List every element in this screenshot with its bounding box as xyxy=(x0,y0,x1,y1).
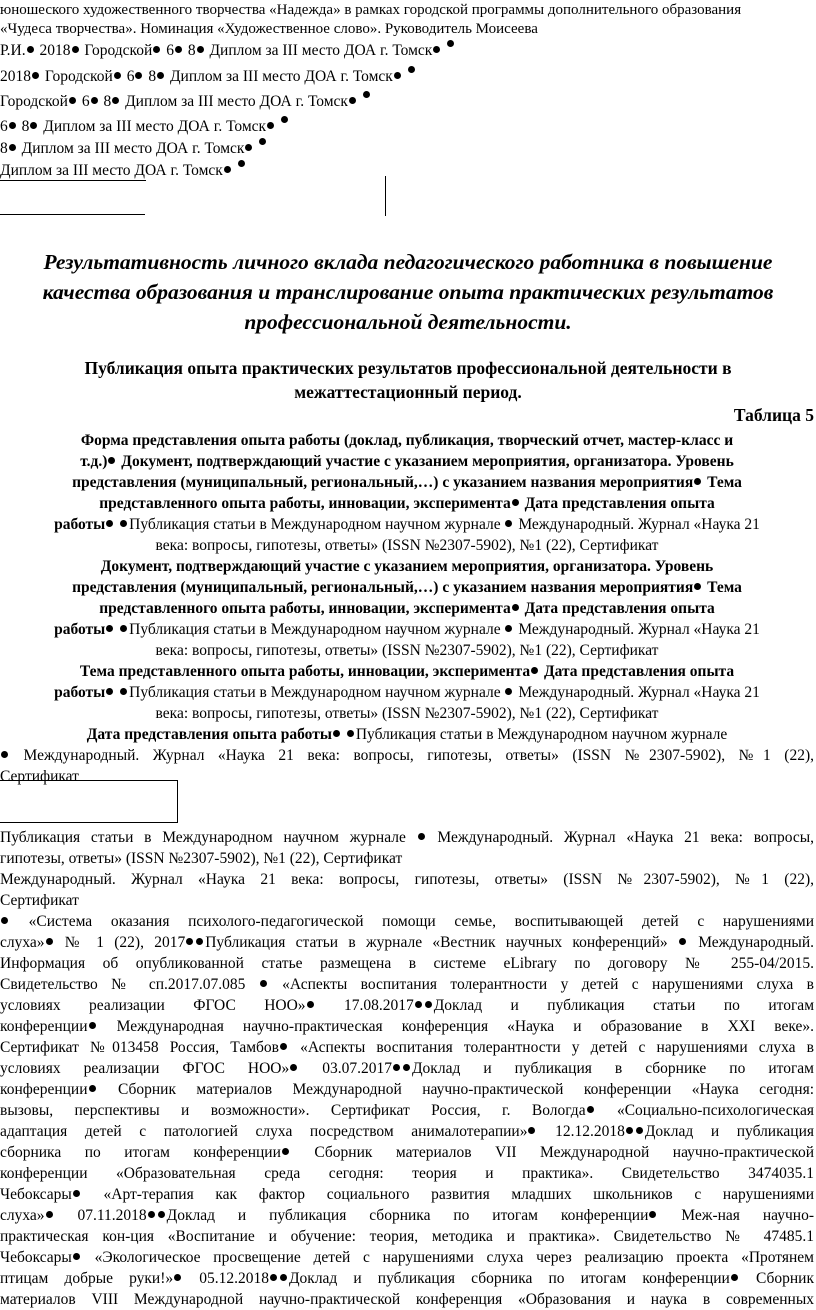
bullet-icon xyxy=(394,72,401,79)
table-row-line: работы Публикация статьи в Международном научном журнале Международный. Журнал «Наука 21 xyxy=(54,684,760,701)
bullet-icon xyxy=(112,97,119,104)
award-row-5: 8 Диплом за III место ДОА г. Томск xyxy=(0,138,266,158)
bullet-icon xyxy=(73,1190,80,1197)
bullet-icon xyxy=(280,1274,287,1281)
award-row-1: Р.И. 2018 Городской 6 8 Диплом за III место ДОА г. Томск xyxy=(0,40,454,60)
bullet-icon xyxy=(408,66,415,73)
body-line: сборника по итогам конференции Сборник материалов VII Международной научно-практической xyxy=(0,1144,814,1161)
bullet-icon xyxy=(259,138,266,145)
body-line: Информация об опубликованной статье размещена в системе eLibrary по договору № 255-04/2015. xyxy=(0,955,814,972)
table-header-line: Форма представления опыта работы (доклад, публикация, творческий отчет, мастер-класс и xyxy=(80,432,734,449)
bullet-icon xyxy=(694,583,701,590)
award-row-2: 2018 Городской 6 8 Диплом за III место ДОА г. Томск xyxy=(0,66,415,86)
bullet-icon xyxy=(347,730,354,737)
body-line: слуха» 07.11.2018 Доклад и публикация сборника по итогам конференции Меж-ная научно- xyxy=(0,1207,814,1224)
table-row-line: работы Публикация статьи в Международном научном журнале Международный. Журнал «Наука 21 xyxy=(54,516,760,533)
bullet-icon xyxy=(505,625,512,632)
bullet-icon xyxy=(106,520,113,527)
award-author: Р.И. xyxy=(0,42,26,59)
bullet-icon xyxy=(425,1001,432,1008)
bullet-icon xyxy=(196,938,203,945)
section-subtitle-line-2: межаттестационный период. xyxy=(294,382,522,402)
header-line-2: «Чудеса творчества». Номинация «Художественное слово». Руководитель Моисеева xyxy=(0,21,538,37)
award-row-4: 6 8 Диплом за III место ДОА г. Томск xyxy=(0,116,288,136)
body-line: птицам добрые руки!» 05.12.2018 Доклад и публикация сборника по итогам конференции Сборник xyxy=(0,1270,814,1287)
bullet-icon xyxy=(9,122,16,129)
bullet-icon xyxy=(106,688,113,695)
bullet-icon xyxy=(403,1064,410,1071)
bullet-icon xyxy=(238,160,245,167)
bullet-icon xyxy=(290,1064,297,1071)
body-line: Публикация статьи в Международном научном журнале Международный. Журнал «Наука 21 века: вопросы, xyxy=(0,829,815,846)
body-line: конференции Международная научно-практическая конференция «Наука и образование в XXI веке». xyxy=(0,1018,814,1035)
bullet-icon xyxy=(108,457,115,464)
bullet-icon xyxy=(89,1022,96,1029)
bullet-icon xyxy=(433,46,440,53)
bullet-icon xyxy=(73,1253,80,1260)
bullet-icon xyxy=(148,1211,155,1218)
bullet-icon xyxy=(27,46,34,53)
bullet-icon xyxy=(91,97,98,104)
bullet-icon xyxy=(531,667,538,674)
section-title-line-2: качества образования и транслирование опыта практических результатов xyxy=(42,280,774,304)
bullet-icon xyxy=(46,938,53,945)
bullet-icon xyxy=(186,938,193,945)
bullet-icon xyxy=(694,478,701,485)
table-header-line: Документ, подтверждающий участие с указанием мероприятия, организатора. Уровень xyxy=(100,558,714,575)
body-line: гипотезы, ответы» (ISSN №2307-5902), №1 (22), Сертификат xyxy=(0,850,403,867)
bullet-icon xyxy=(307,1001,314,1008)
bullet-icon xyxy=(363,91,370,98)
table-label: Таблица 5 xyxy=(733,405,814,425)
table-border-line xyxy=(0,180,146,181)
bullet-icon xyxy=(505,688,512,695)
bullet-icon xyxy=(267,122,274,129)
bullet-icon xyxy=(153,46,160,53)
bullet-icon xyxy=(106,625,113,632)
bullet-icon xyxy=(349,97,356,104)
bullet-icon xyxy=(415,1001,422,1008)
bullet-icon xyxy=(280,1043,287,1050)
table-row-line: века: вопросы, гипотезы, ответы» (ISSN №2307-5902), №1 (22), Сертификат xyxy=(155,705,659,722)
bullet-icon xyxy=(114,72,121,79)
table-header-line: представления (муниципальный, региональный,…) с указанием названия мероприятия Тема xyxy=(72,474,742,491)
table-row-line: Международный. Журнал «Наука 21 века: вопросы, гипотезы, ответы» (ISSN №2307-5902), №1 (22), xyxy=(0,745,814,766)
award-row-6: Диплом за III место ДОА г. Томск xyxy=(0,160,245,180)
table-row-line: века: вопросы, гипотезы, ответы» (ISSN №2307-5902), №1 (22), Сертификат xyxy=(155,642,659,659)
bullet-icon xyxy=(679,938,686,945)
table-row-line: века: вопросы, гипотезы, ответы» (ISSN №2307-5902), №1 (22), Сертификат xyxy=(155,537,659,554)
section-subtitle-line-1: Публикация опыта практических результатов профессиональной деятельности в xyxy=(84,358,732,378)
section-title-line-1: Результативность личного вклада педагогического работника в повышение xyxy=(43,250,773,274)
bullet-icon xyxy=(281,116,288,123)
bullet-icon xyxy=(158,1211,165,1218)
body-line: «Система оказания психолого-педагогической помощи семье, воспитывающей детей с нарушениями xyxy=(0,911,814,932)
bullet-icon xyxy=(157,72,164,79)
body-line: практическая кон-ция «Воспитание и обучение: теория, методика и практика». Свидетельство № 47485.1 xyxy=(0,1228,814,1245)
table-row-line: работы Публикация статьи в Международном научном журнале Международный. Журнал «Наука 21 xyxy=(54,621,760,638)
body-line: Чебоксары «Арт-терапия как фактор социального развития младших школьников с нарушениями xyxy=(0,1186,814,1203)
bullet-icon xyxy=(418,833,425,840)
table-border-line xyxy=(385,176,386,216)
table-header-line: представленного опыта работы, инновации, эксперимента Дата представления опыта xyxy=(99,600,715,617)
bullet-icon xyxy=(245,144,252,151)
bullet-icon xyxy=(649,1211,656,1218)
bullet-icon xyxy=(9,144,16,151)
empty-table-cell xyxy=(0,780,178,823)
bullet-icon xyxy=(46,1211,53,1218)
bullet-icon xyxy=(120,625,127,632)
bullet-icon xyxy=(447,40,454,47)
bullet-icon xyxy=(175,46,182,53)
bullet-icon xyxy=(512,499,519,506)
bullet-icon xyxy=(393,1064,400,1071)
bullet-icon xyxy=(197,46,204,53)
bullet-icon xyxy=(260,980,267,987)
bullet-icon xyxy=(282,1148,289,1155)
bullet-icon xyxy=(120,688,127,695)
bullet-icon xyxy=(333,730,340,737)
bullet-icon xyxy=(1,917,8,924)
bullet-icon xyxy=(512,604,519,611)
table-border-line xyxy=(0,214,145,215)
bullet-icon xyxy=(69,97,76,104)
body-line: конференции «Образовательная среда сегодня: теория и практика». Свидетельство 3474035.1 xyxy=(0,1165,814,1182)
bullet-icon xyxy=(505,520,512,527)
bullet-icon xyxy=(587,1106,594,1113)
body-line: Чебоксары «Экологическое просвещение детей с нарушениями слуха через реализацию проекта «Протянем xyxy=(0,1249,814,1266)
bullet-icon xyxy=(1,751,8,758)
bullet-icon xyxy=(32,72,39,79)
bullet-icon xyxy=(120,520,127,527)
table-header-line: т.д.) Документ, подтверждающий участие с указанием мероприятия, организатора. Уровень xyxy=(80,453,734,470)
bullet-icon xyxy=(270,1274,277,1281)
body-line: Международный. Журнал «Наука 21 века: вопросы, гипотезы, ответы» (ISSN №2307-5902), №1 (22), xyxy=(0,871,814,888)
body-line: условиях реализации ФГОС НОО» 03.07.2017 Доклад и публикация в сборнике по итогам xyxy=(0,1060,814,1077)
table-header-line: представленного опыта работы, инновации, эксперимента Дата представления опыта xyxy=(99,495,715,512)
bullet-icon xyxy=(731,1274,738,1281)
body-line: условиях реализации ФГОС НОО» 17.08.2017 Доклад и публикация статьи по итогам xyxy=(0,997,814,1014)
award-row-3: Городской 6 8 Диплом за III место ДОА г. Томск xyxy=(0,91,370,111)
bullet-icon xyxy=(174,1274,181,1281)
table-header-line: Тема представленного опыта работы, инновации, эксперимента Дата представления опыта xyxy=(79,663,735,680)
bullet-icon xyxy=(528,1127,535,1134)
body-line: материалов VIII Международной научно-практической конференция «Образования и наука в современных xyxy=(0,1291,814,1308)
body-line: адаптация детей с патологией слуха посредством анималотерапии» 12.12.2018 Доклад и публикация xyxy=(0,1123,814,1140)
bullet-icon xyxy=(72,46,79,53)
bullet-icon xyxy=(30,122,37,129)
table-header-line: Дата представления опыта работы Публикация статьи в Международном научном журнале xyxy=(86,726,728,743)
bullet-icon xyxy=(135,72,142,79)
body-line: Сертификат xyxy=(0,892,79,909)
bullet-icon xyxy=(626,1127,633,1134)
body-line: конференции Сборник материалов Международной научно-практической конференции «Наука сегодня: xyxy=(0,1081,814,1098)
section-title-line-3: профессиональной деятельности. xyxy=(244,310,572,334)
table-header-line: представления (муниципальный, региональный,…) с указанием названия мероприятия Тема xyxy=(72,579,742,596)
bullet-icon xyxy=(224,166,231,173)
body-line: Свидетельство № сп.2017.07.085 «Аспекты воспитания толерантности у детей с нарушениями слуха в xyxy=(0,976,815,993)
body-line: слуха» № 1 (22), 2017 Публикация статьи в журнале «Вестник научных конференций» Международный. xyxy=(0,934,814,951)
header-line-1: юношеского художественного творчества «Надежда» в рамках городской программы дополнительного образования xyxy=(0,2,742,18)
body-line: вызовы, перспективы и возможности». Сертификат Россия, г. Вологда «Социально-психологическая xyxy=(0,1102,814,1119)
bullet-icon xyxy=(89,1085,96,1092)
body-line: Сертификат №013458 Россия, Тамбов «Аспекты воспитания толерантности у детей с нарушениями слуха в xyxy=(0,1039,814,1056)
bullet-icon xyxy=(636,1127,643,1134)
table-row-line: Сертификат xyxy=(0,768,79,785)
